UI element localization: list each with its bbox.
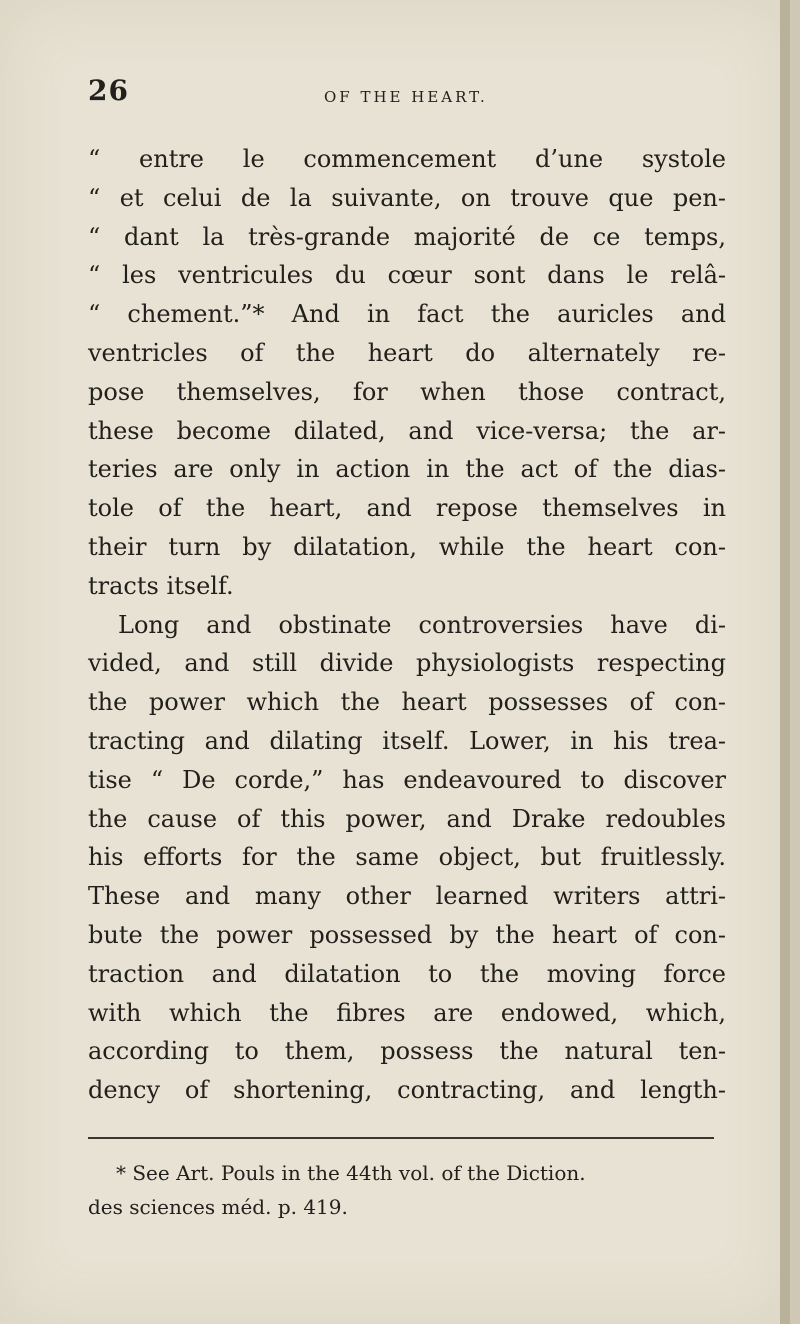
- text-line: tole of the heart, and repose themselves in: [88, 494, 726, 523]
- footnote-line: des sciences méd. p. 419.: [88, 1195, 348, 1219]
- text-line: tracting and dilating itself. Lower, in his trea-: [88, 726, 726, 755]
- text-line-paragraph-end: tracts itself.: [88, 571, 234, 600]
- text-line: “ entre le commencement d’une systole: [88, 145, 726, 173]
- text-line: vided, and still divide physiologists respecting: [88, 649, 726, 678]
- text-line: “ et celui de la suivante, on trouve que pen-: [88, 183, 726, 212]
- text-line: dency of shortening, contracting, and length-: [88, 1076, 726, 1105]
- footnote: [88, 1156, 716, 1224]
- text-line: traction and dilatation to the moving force: [88, 959, 726, 988]
- text-line: these become dilated, and vice-versa; the ar-: [88, 416, 726, 445]
- page-number: 26: [88, 74, 129, 107]
- text-line: their turn by dilatation, while the heart con-: [88, 532, 726, 561]
- text-line: “ chement.”* And in fact the auricles and: [88, 300, 726, 329]
- text-line: “ dant la très-grande majorité de ce temps,: [88, 222, 726, 251]
- text-line: tise “ De corde,” has endeavoured to discover: [88, 765, 726, 794]
- running-head: OF THE HEART.: [324, 88, 488, 106]
- page-header: [88, 74, 724, 114]
- text-line: the power which the heart possesses of con-: [88, 688, 726, 717]
- text-line: bute the power possessed by the heart of con-: [88, 920, 726, 949]
- text-line: with which the fibres are endowed, which,: [88, 998, 726, 1027]
- text-line: ventricles of the heart do alternately re-: [88, 338, 726, 367]
- footnote-line: * See Art. Pouls in the 44th vol. of the Diction.: [116, 1161, 586, 1185]
- text-line: “ les ventricules du cœur sont dans le relâ-: [88, 261, 726, 290]
- text-line: These and many other learned writers attri-: [88, 882, 726, 911]
- page-edge: [780, 0, 790, 1324]
- text-line-paragraph-start: Long and obstinate controversies have di-: [118, 610, 726, 639]
- body-text: [88, 140, 726, 1110]
- footnote-rule: [88, 1137, 714, 1139]
- text-line: pose themselves, for when those contract,: [88, 377, 726, 406]
- text-line: teries are only in action in the act of the dias-: [88, 455, 726, 484]
- text-line: the cause of this power, and Drake redoubles: [88, 804, 726, 833]
- text-line: his efforts for the same object, but fruitlessly.: [88, 843, 726, 872]
- text-line: according to them, possess the natural ten-: [88, 1037, 726, 1066]
